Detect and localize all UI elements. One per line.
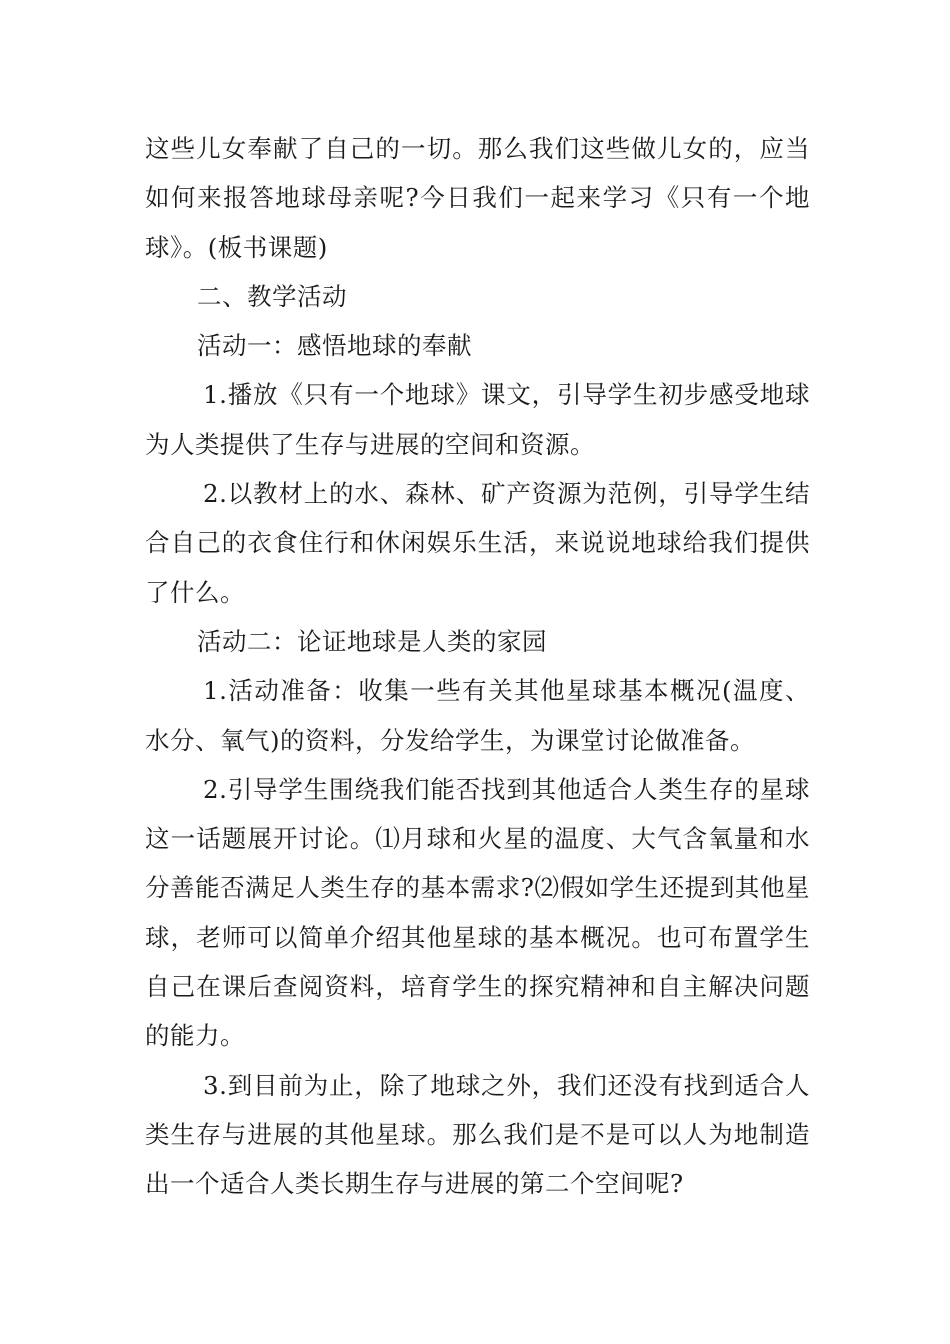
- activity-heading-two: 活动二：论证地球是人类的家园: [197, 626, 547, 656]
- section-heading-teaching-activities: 二、教学活动: [197, 281, 347, 311]
- activity-one-step-1: 1.播放《只有一个地球》课文，引导学生初步感受地球为人类提供了生存与进展的空间和资源。: [145, 380, 810, 459]
- activity-two-step-1: 1.活动准备：收集一些有关其他星球基本概况(温度、水分、氧气)的资料，分发给学生，为课堂讨论做准备。: [145, 676, 810, 755]
- activity-two-step-3: 3.到目前为止，除了地球之外，我们还没有找到适合人类生存与进展的其他星球。那么我们是不是可以人为地制造出一个适合人类长期生存与进展的第二个空间呢?: [145, 1070, 810, 1199]
- activity-one-step-2: 2.以教材上的水、森林、矿产资源为范例，引导学生结合自己的衣食住行和休闲娱乐生活，来说说地球给我们提供了什么。: [145, 479, 810, 607]
- activity-two-step-2: 2.引导学生围绕我们能否找到其他适合人类生存的星球这一话题展开讨论。⑴月球和火星的温度、大气含氧量和水分善能否满足人类生存的基本需求?⑵假如学生还提到其他星球，老师可以简单介绍其他星球的基本概况。也可布置学生自己在课后查阅资料，培育学生的探究精神和自主解决问题的能力。: [145, 774, 810, 1051]
- activity-heading-one: 活动一：感悟地球的奉献: [197, 331, 472, 361]
- document-body: [145, 124, 810, 1209]
- paragraph-intro-continuation: 这些儿女奉献了自己的一切。那么我们这些做儿女的，应当如何来报答地球母亲呢?今日我们一起来学习《只有一个地球》。(板书课题): [145, 134, 810, 262]
